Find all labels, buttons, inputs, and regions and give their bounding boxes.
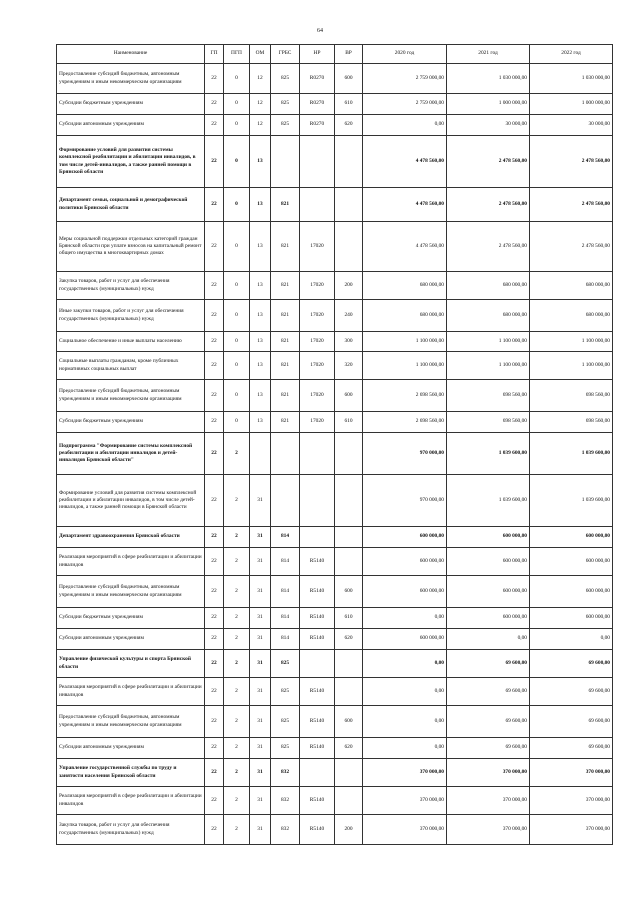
cell-om: 13 bbox=[250, 136, 271, 188]
cell-2020: 680 000,00 bbox=[363, 300, 447, 332]
cell-2020: 970 000,00 bbox=[363, 475, 447, 527]
table-row bbox=[57, 475, 613, 527]
cell-pgp: 2 bbox=[224, 608, 250, 629]
cell-grbs: 832 bbox=[271, 787, 300, 815]
cell-vr: 300 bbox=[335, 332, 363, 352]
cell-name: Реализация мероприятий в сфере реабилитации и абилитации инвалидов bbox=[57, 787, 205, 815]
cell-name: Социальное обеспечение и иные выплаты населению bbox=[57, 332, 205, 352]
cell-gp: 22 bbox=[205, 352, 224, 380]
cell-pgp: 0 bbox=[224, 222, 250, 272]
cell-2021: 680 000,00 bbox=[447, 300, 530, 332]
cell-nr bbox=[300, 650, 335, 678]
cell-grbs: 821 bbox=[271, 300, 300, 332]
cell-pgp: 0 bbox=[224, 412, 250, 433]
cell-om: 13 bbox=[250, 352, 271, 380]
cell-grbs: 814 bbox=[271, 548, 300, 576]
cell-name: Предоставление субсидий бюджетным, автономным учреждениям и иным некоммерческим организациям bbox=[57, 380, 205, 412]
table-row bbox=[57, 815, 613, 845]
cell-pgp: 2 bbox=[224, 815, 250, 845]
cell-name: Реализация мероприятий в сфере реабилитации и абилитации инвалидов bbox=[57, 678, 205, 706]
cell-2020: 680 000,00 bbox=[363, 272, 447, 300]
cell-pgp: 0 bbox=[224, 64, 250, 94]
cell-gp: 22 bbox=[205, 136, 224, 188]
cell-vr: 240 bbox=[335, 300, 363, 332]
cell-2020: 370 000,00 bbox=[363, 787, 447, 815]
cell-nr: R5140 bbox=[300, 629, 335, 650]
cell-2020: 370 000,00 bbox=[363, 815, 447, 845]
cell-nr bbox=[300, 759, 335, 787]
header-pgp: ПГП bbox=[224, 45, 250, 64]
cell-name: Субсидии автономным учреждениям bbox=[57, 738, 205, 759]
cell-name: Департамент семьи, социальной и демографической политики Брянской области bbox=[57, 188, 205, 222]
cell-om: 12 bbox=[250, 115, 271, 136]
cell-2020: 370 000,00 bbox=[363, 759, 447, 787]
cell-om: 31 bbox=[250, 527, 271, 548]
cell-2020: 2 698 560,00 bbox=[363, 380, 447, 412]
cell-2021: 69 600,00 bbox=[447, 738, 530, 759]
cell-name: Субсидии бюджетным учреждениям bbox=[57, 94, 205, 115]
cell-vr bbox=[335, 188, 363, 222]
cell-2020: 1 100 000,00 bbox=[363, 352, 447, 380]
cell-2021: 1 000 000,00 bbox=[447, 94, 530, 115]
cell-vr: 620 bbox=[335, 738, 363, 759]
table-row bbox=[57, 650, 613, 678]
cell-om: 31 bbox=[250, 608, 271, 629]
cell-nr: R5140 bbox=[300, 678, 335, 706]
cell-om: 31 bbox=[250, 629, 271, 650]
table-row bbox=[57, 678, 613, 706]
cell-gp: 22 bbox=[205, 706, 224, 738]
cell-om: 13 bbox=[250, 380, 271, 412]
cell-om: 13 bbox=[250, 222, 271, 272]
cell-nr: R0270 bbox=[300, 115, 335, 136]
cell-2020: 0,00 bbox=[363, 608, 447, 629]
cell-gp: 22 bbox=[205, 300, 224, 332]
cell-nr: R0270 bbox=[300, 94, 335, 115]
table-row bbox=[57, 64, 613, 94]
cell-name: Управление физической культуры и спорта Брянской области bbox=[57, 650, 205, 678]
cell-name: Закупка товаров, работ и услуг для обеспечения государственных (муниципальных) нужд bbox=[57, 272, 205, 300]
cell-2021: 370 000,00 bbox=[447, 815, 530, 845]
cell-2022: 1 100 000,00 bbox=[530, 332, 613, 352]
cell-2020: 600 000,00 bbox=[363, 527, 447, 548]
table-row bbox=[57, 272, 613, 300]
cell-name: Управление государственной службы по труду и занятости населения Брянской области bbox=[57, 759, 205, 787]
cell-2022: 370 000,00 bbox=[530, 815, 613, 845]
cell-grbs: 821 bbox=[271, 352, 300, 380]
cell-gp: 22 bbox=[205, 576, 224, 608]
cell-2022: 1 039 600,00 bbox=[530, 433, 613, 475]
cell-grbs bbox=[271, 475, 300, 527]
cell-gp: 22 bbox=[205, 787, 224, 815]
cell-2022: 370 000,00 bbox=[530, 787, 613, 815]
cell-pgp: 0 bbox=[224, 300, 250, 332]
cell-grbs: 814 bbox=[271, 527, 300, 548]
cell-pgp: 2 bbox=[224, 629, 250, 650]
cell-2020: 0,00 bbox=[363, 650, 447, 678]
cell-om: 31 bbox=[250, 815, 271, 845]
cell-2022: 69 600,00 bbox=[530, 706, 613, 738]
cell-2022: 1 000 000,00 bbox=[530, 94, 613, 115]
table-row bbox=[57, 706, 613, 738]
cell-pgp: 2 bbox=[224, 576, 250, 608]
cell-vr bbox=[335, 787, 363, 815]
cell-2020: 1 100 000,00 bbox=[363, 332, 447, 352]
cell-2022: 680 000,00 bbox=[530, 300, 613, 332]
cell-grbs: 814 bbox=[271, 629, 300, 650]
cell-om: 31 bbox=[250, 678, 271, 706]
cell-grbs: 825 bbox=[271, 678, 300, 706]
cell-nr: R5140 bbox=[300, 738, 335, 759]
cell-2020: 0,00 bbox=[363, 678, 447, 706]
cell-gp: 22 bbox=[205, 188, 224, 222]
cell-gp: 22 bbox=[205, 222, 224, 272]
cell-pgp: 2 bbox=[224, 738, 250, 759]
cell-2022: 698 560,00 bbox=[530, 380, 613, 412]
cell-om: 12 bbox=[250, 94, 271, 115]
cell-vr: 320 bbox=[335, 352, 363, 380]
cell-2021: 600 000,00 bbox=[447, 608, 530, 629]
table-row bbox=[57, 576, 613, 608]
cell-nr: R5140 bbox=[300, 706, 335, 738]
cell-2021: 69 600,00 bbox=[447, 650, 530, 678]
cell-om: 13 bbox=[250, 272, 271, 300]
cell-2021: 698 560,00 bbox=[447, 380, 530, 412]
cell-2020: 4 478 560,00 bbox=[363, 222, 447, 272]
cell-vr: 600 bbox=[335, 380, 363, 412]
cell-2021: 30 000,00 bbox=[447, 115, 530, 136]
cell-nr: 17020 bbox=[300, 352, 335, 380]
cell-grbs: 825 bbox=[271, 650, 300, 678]
cell-vr bbox=[335, 650, 363, 678]
cell-2020: 4 478 560,00 bbox=[363, 188, 447, 222]
cell-grbs: 821 bbox=[271, 332, 300, 352]
header-gp: ГП bbox=[205, 45, 224, 64]
cell-gp: 22 bbox=[205, 650, 224, 678]
cell-nr: 17020 bbox=[300, 380, 335, 412]
cell-gp: 22 bbox=[205, 548, 224, 576]
cell-vr bbox=[335, 475, 363, 527]
cell-grbs bbox=[271, 433, 300, 475]
cell-gp: 22 bbox=[205, 94, 224, 115]
cell-grbs: 825 bbox=[271, 115, 300, 136]
cell-pgp: 2 bbox=[224, 548, 250, 576]
header-2022: 2022 год bbox=[530, 45, 613, 64]
cell-pgp: 2 bbox=[224, 759, 250, 787]
header-2021: 2021 год bbox=[447, 45, 530, 64]
cell-om: 31 bbox=[250, 576, 271, 608]
cell-name: Субсидии бюджетным учреждениям bbox=[57, 608, 205, 629]
cell-name: Департамент здравоохранения Брянской области bbox=[57, 527, 205, 548]
table-row bbox=[57, 629, 613, 650]
cell-nr bbox=[300, 433, 335, 475]
cell-nr: R5140 bbox=[300, 815, 335, 845]
cell-vr: 200 bbox=[335, 272, 363, 300]
cell-nr bbox=[300, 136, 335, 188]
cell-gp: 22 bbox=[205, 332, 224, 352]
cell-nr: R5140 bbox=[300, 548, 335, 576]
cell-name: Предоставление субсидий бюджетным, автономным учреждениям и иным некоммерческим организациям bbox=[57, 706, 205, 738]
cell-om bbox=[250, 433, 271, 475]
cell-pgp: 0 bbox=[224, 352, 250, 380]
cell-nr bbox=[300, 188, 335, 222]
cell-om: 12 bbox=[250, 64, 271, 94]
cell-pgp: 2 bbox=[224, 650, 250, 678]
cell-vr: 600 bbox=[335, 64, 363, 94]
cell-gp: 22 bbox=[205, 527, 224, 548]
cell-grbs: 821 bbox=[271, 412, 300, 433]
cell-2022: 69 600,00 bbox=[530, 650, 613, 678]
cell-name: Социальные выплаты гражданам, кроме публичных нормативных социальных выплат bbox=[57, 352, 205, 380]
table-row bbox=[57, 380, 613, 412]
table-header-row bbox=[57, 45, 613, 64]
cell-2020: 600 000,00 bbox=[363, 629, 447, 650]
cell-grbs: 825 bbox=[271, 738, 300, 759]
cell-pgp: 0 bbox=[224, 136, 250, 188]
table-row bbox=[57, 433, 613, 475]
cell-gp: 22 bbox=[205, 629, 224, 650]
cell-pgp: 0 bbox=[224, 94, 250, 115]
table-row bbox=[57, 738, 613, 759]
cell-2021: 1 039 600,00 bbox=[447, 475, 530, 527]
cell-om: 31 bbox=[250, 759, 271, 787]
cell-pgp: 0 bbox=[224, 115, 250, 136]
cell-2022: 600 000,00 bbox=[530, 576, 613, 608]
cell-vr bbox=[335, 678, 363, 706]
cell-2022: 2 478 560,00 bbox=[530, 188, 613, 222]
header-nr: НР bbox=[300, 45, 335, 64]
cell-grbs: 825 bbox=[271, 64, 300, 94]
cell-2021: 370 000,00 bbox=[447, 787, 530, 815]
cell-2020: 970 000,00 bbox=[363, 433, 447, 475]
cell-gp: 22 bbox=[205, 64, 224, 94]
cell-pgp: 0 bbox=[224, 332, 250, 352]
cell-vr: 610 bbox=[335, 412, 363, 433]
cell-nr bbox=[300, 475, 335, 527]
cell-name: Подпрограмма "Формирование системы комплексной реабилитации и абилитации инвалидов и детей-инвалидов Брянской области" bbox=[57, 433, 205, 475]
cell-gp: 22 bbox=[205, 678, 224, 706]
cell-gp: 22 bbox=[205, 759, 224, 787]
cell-2020: 0,00 bbox=[363, 706, 447, 738]
table-row bbox=[57, 222, 613, 272]
cell-grbs: 821 bbox=[271, 380, 300, 412]
header-om: ОМ bbox=[250, 45, 271, 64]
cell-grbs: 825 bbox=[271, 94, 300, 115]
cell-2020: 0,00 bbox=[363, 738, 447, 759]
cell-nr: R0270 bbox=[300, 64, 335, 94]
cell-2020: 2 698 560,00 bbox=[363, 412, 447, 433]
cell-2021: 2 478 560,00 bbox=[447, 222, 530, 272]
cell-2021: 1 100 000,00 bbox=[447, 352, 530, 380]
cell-om: 13 bbox=[250, 188, 271, 222]
cell-gp: 22 bbox=[205, 815, 224, 845]
cell-gp: 22 bbox=[205, 412, 224, 433]
cell-vr bbox=[335, 136, 363, 188]
cell-gp: 22 bbox=[205, 738, 224, 759]
cell-name: Предоставление субсидий бюджетным, автономным учреждениям и иным некоммерческим организациям bbox=[57, 64, 205, 94]
cell-om: 31 bbox=[250, 548, 271, 576]
cell-pgp: 2 bbox=[224, 433, 250, 475]
cell-nr: 17020 bbox=[300, 272, 335, 300]
cell-pgp: 2 bbox=[224, 475, 250, 527]
cell-2020: 2 759 000,00 bbox=[363, 64, 447, 94]
cell-2022: 600 000,00 bbox=[530, 527, 613, 548]
cell-2022: 680 000,00 bbox=[530, 272, 613, 300]
cell-name: Субсидии бюджетным учреждениям bbox=[57, 412, 205, 433]
table-row bbox=[57, 787, 613, 815]
cell-2022: 1 100 000,00 bbox=[530, 352, 613, 380]
cell-pgp: 0 bbox=[224, 272, 250, 300]
cell-nr: 17020 bbox=[300, 332, 335, 352]
cell-2021: 370 000,00 bbox=[447, 759, 530, 787]
table-row bbox=[57, 412, 613, 433]
page-number: 64 bbox=[317, 28, 323, 34]
cell-om: 31 bbox=[250, 706, 271, 738]
cell-pgp: 2 bbox=[224, 678, 250, 706]
cell-2020: 600 000,00 bbox=[363, 548, 447, 576]
cell-2021: 1 030 000,00 bbox=[447, 64, 530, 94]
cell-vr bbox=[335, 222, 363, 272]
cell-2022: 69 600,00 bbox=[530, 738, 613, 759]
table-row bbox=[57, 608, 613, 629]
cell-om: 13 bbox=[250, 300, 271, 332]
cell-name: Формирование условий для развития системы комплексной реабилитации и абилитации инвалидов, в том числе детей-инвалидов, а также ранней помощи в Брянской области bbox=[57, 136, 205, 188]
cell-2021: 69 600,00 bbox=[447, 678, 530, 706]
cell-nr: R5140 bbox=[300, 787, 335, 815]
cell-name: Реализация мероприятий в сфере реабилитации и абилитации инвалидов bbox=[57, 548, 205, 576]
cell-grbs: 832 bbox=[271, 759, 300, 787]
cell-grbs: 832 bbox=[271, 815, 300, 845]
cell-om: 31 bbox=[250, 650, 271, 678]
header-name: Наименование bbox=[57, 45, 205, 64]
table-row bbox=[57, 115, 613, 136]
cell-2021: 0,00 bbox=[447, 629, 530, 650]
cell-2020: 4 478 560,00 bbox=[363, 136, 447, 188]
cell-2022: 1 030 000,00 bbox=[530, 64, 613, 94]
cell-2021: 600 000,00 bbox=[447, 548, 530, 576]
cell-2021: 1 039 600,00 bbox=[447, 433, 530, 475]
table-row bbox=[57, 300, 613, 332]
cell-vr bbox=[335, 527, 363, 548]
cell-vr: 600 bbox=[335, 576, 363, 608]
cell-2021: 1 100 000,00 bbox=[447, 332, 530, 352]
table-row bbox=[57, 94, 613, 115]
cell-grbs: 821 bbox=[271, 188, 300, 222]
cell-vr: 610 bbox=[335, 608, 363, 629]
cell-2022: 0,00 bbox=[530, 629, 613, 650]
cell-2021: 2 478 560,00 bbox=[447, 188, 530, 222]
cell-gp: 22 bbox=[205, 475, 224, 527]
cell-grbs: 814 bbox=[271, 608, 300, 629]
cell-pgp: 2 bbox=[224, 706, 250, 738]
cell-gp: 22 bbox=[205, 380, 224, 412]
cell-vr bbox=[335, 759, 363, 787]
cell-2022: 1 039 600,00 bbox=[530, 475, 613, 527]
cell-name: Предоставление субсидий бюджетным, автономным учреждениям и иным некоммерческим организациям bbox=[57, 576, 205, 608]
header-vr: ВР bbox=[335, 45, 363, 64]
cell-2022: 69 600,00 bbox=[530, 678, 613, 706]
cell-name: Меры социальной поддержки отдельных категорий граждан Брянской области при уплате взносов на капитальный ремонт общего имущества в многоквартирных домах bbox=[57, 222, 205, 272]
table-row bbox=[57, 527, 613, 548]
cell-gp: 22 bbox=[205, 608, 224, 629]
cell-gp: 22 bbox=[205, 272, 224, 300]
cell-vr: 620 bbox=[335, 629, 363, 650]
cell-pgp: 2 bbox=[224, 787, 250, 815]
cell-grbs: 814 bbox=[271, 576, 300, 608]
cell-grbs: 821 bbox=[271, 272, 300, 300]
cell-vr bbox=[335, 433, 363, 475]
cell-name: Формирование условий для развития системы комплексной реабилитации и абилитации инвалидов, в том числе детей-инвалидов, а также ранней помощи в Брянской области bbox=[57, 475, 205, 527]
cell-vr: 600 bbox=[335, 706, 363, 738]
cell-vr: 200 bbox=[335, 815, 363, 845]
cell-2022: 30 000,00 bbox=[530, 115, 613, 136]
cell-2022: 370 000,00 bbox=[530, 759, 613, 787]
cell-gp: 22 bbox=[205, 433, 224, 475]
table-row bbox=[57, 352, 613, 380]
cell-2020: 0,00 bbox=[363, 115, 447, 136]
header-2020: 2020 год bbox=[363, 45, 447, 64]
table-row bbox=[57, 188, 613, 222]
cell-name: Субсидии автономным учреждениям bbox=[57, 629, 205, 650]
cell-2021: 2 478 560,00 bbox=[447, 136, 530, 188]
cell-nr: R5140 bbox=[300, 576, 335, 608]
cell-om: 13 bbox=[250, 332, 271, 352]
cell-vr: 620 bbox=[335, 115, 363, 136]
cell-om: 31 bbox=[250, 475, 271, 527]
cell-nr bbox=[300, 527, 335, 548]
cell-om: 31 bbox=[250, 738, 271, 759]
cell-nr: 17020 bbox=[300, 412, 335, 433]
cell-2021: 600 000,00 bbox=[447, 527, 530, 548]
cell-grbs: 821 bbox=[271, 222, 300, 272]
cell-name: Иные закупки товаров, работ и услуг для обеспечения государственных (муниципальных) нужд bbox=[57, 300, 205, 332]
table-row bbox=[57, 759, 613, 787]
cell-name: Субсидии автономным учреждениям bbox=[57, 115, 205, 136]
cell-2022: 2 478 560,00 bbox=[530, 136, 613, 188]
cell-2021: 680 000,00 bbox=[447, 272, 530, 300]
cell-vr bbox=[335, 548, 363, 576]
cell-gp: 22 bbox=[205, 115, 224, 136]
budget-table bbox=[56, 44, 613, 845]
cell-vr: 610 bbox=[335, 94, 363, 115]
cell-nr: 17020 bbox=[300, 300, 335, 332]
cell-2022: 600 000,00 bbox=[530, 608, 613, 629]
cell-name: Закупка товаров, работ и услуг для обеспечения государственных (муниципальных) нужд bbox=[57, 815, 205, 845]
header-grbs: ГРБС bbox=[271, 45, 300, 64]
cell-pgp: 2 bbox=[224, 527, 250, 548]
cell-pgp: 0 bbox=[224, 380, 250, 412]
cell-2020: 2 759 000,00 bbox=[363, 94, 447, 115]
cell-2020: 600 000,00 bbox=[363, 576, 447, 608]
cell-om: 31 bbox=[250, 787, 271, 815]
table-row bbox=[57, 332, 613, 352]
cell-2022: 600 000,00 bbox=[530, 548, 613, 576]
cell-2022: 2 478 560,00 bbox=[530, 222, 613, 272]
cell-grbs bbox=[271, 136, 300, 188]
table-row bbox=[57, 136, 613, 188]
cell-pgp: 0 bbox=[224, 188, 250, 222]
cell-2022: 698 560,00 bbox=[530, 412, 613, 433]
table-row bbox=[57, 548, 613, 576]
cell-grbs: 825 bbox=[271, 706, 300, 738]
cell-2021: 698 560,00 bbox=[447, 412, 530, 433]
cell-2021: 600 000,00 bbox=[447, 576, 530, 608]
cell-nr: 17020 bbox=[300, 222, 335, 272]
cell-nr: R5140 bbox=[300, 608, 335, 629]
cell-om: 13 bbox=[250, 412, 271, 433]
cell-2021: 69 600,00 bbox=[447, 706, 530, 738]
